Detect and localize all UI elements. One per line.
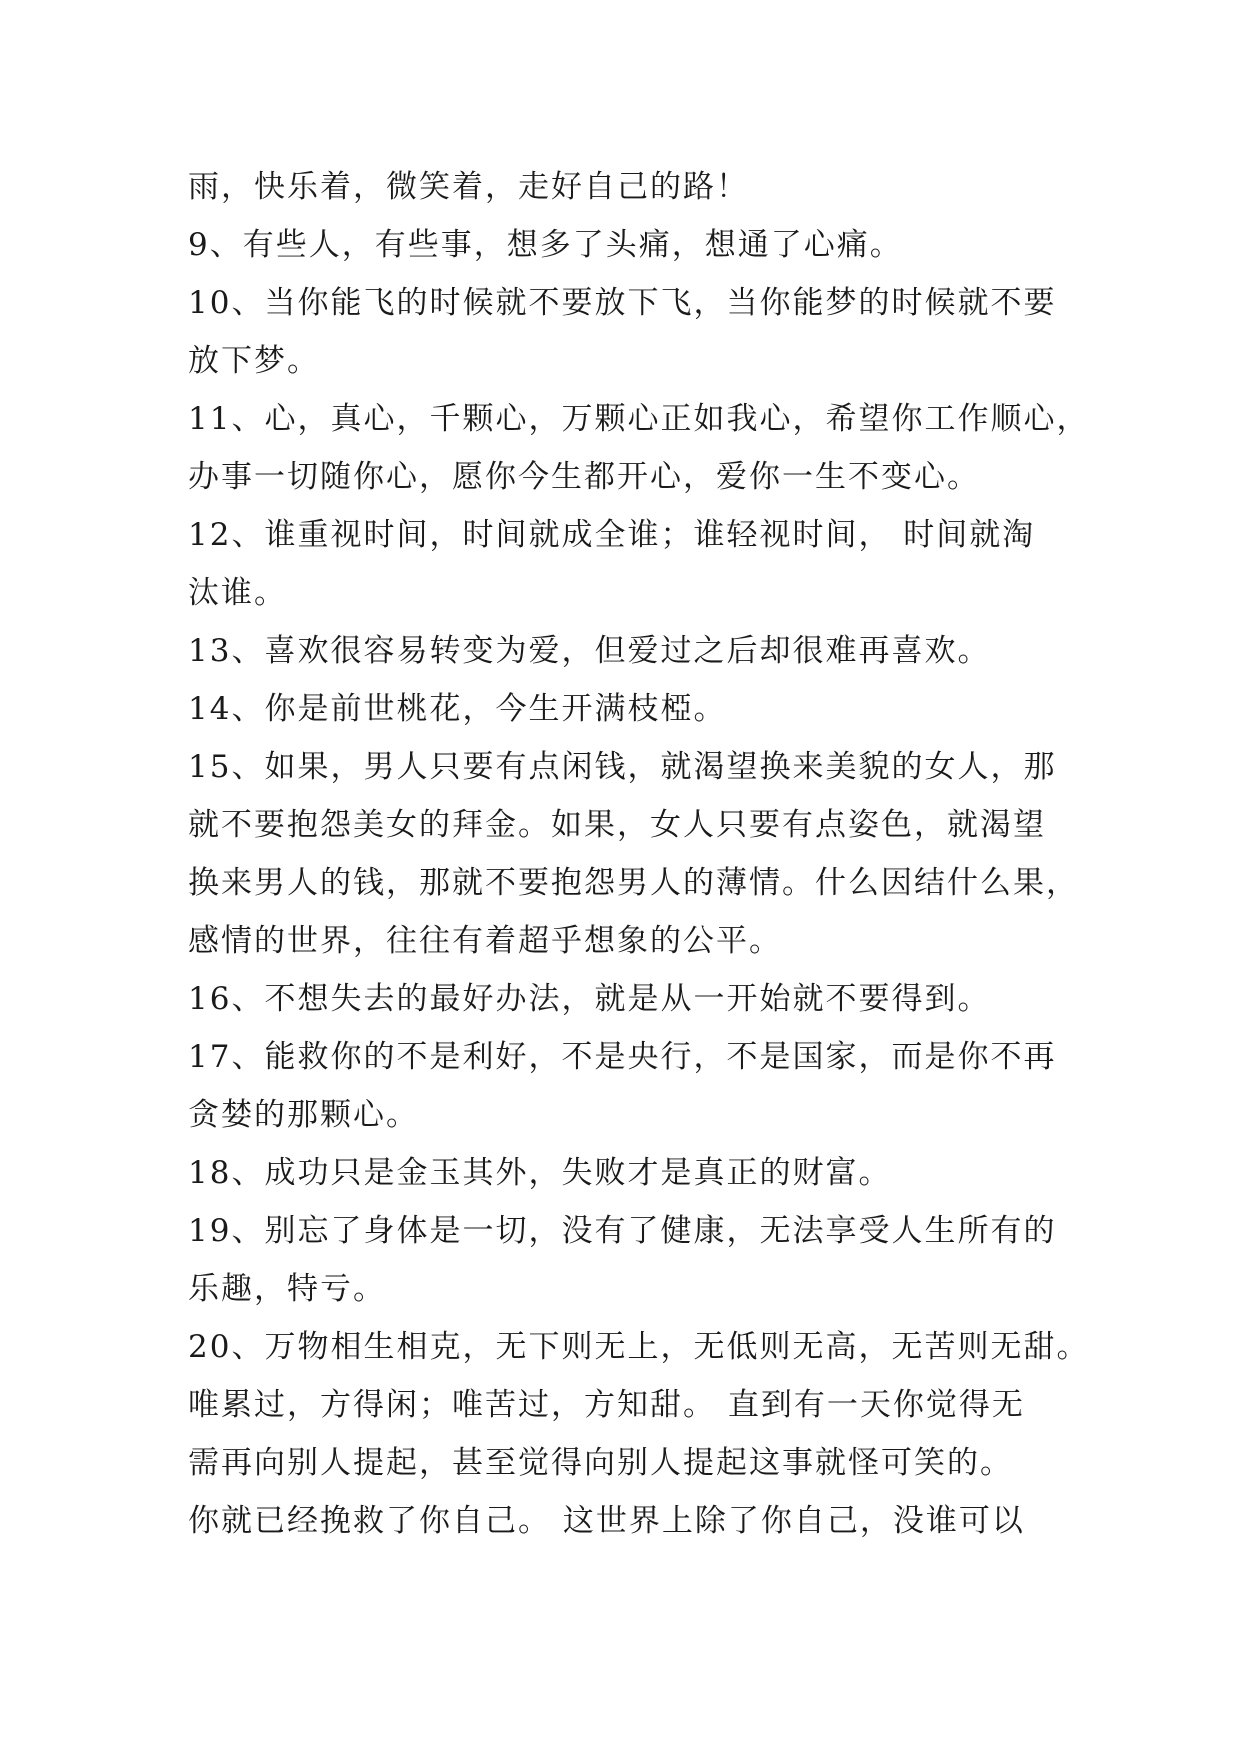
text-line: 14、你是前世桃花，今生开满枝椏。 (188, 691, 727, 727)
text-line: 9、有些人，有些事，想多了头痛，想通了心痛。 (188, 227, 903, 263)
text-line: 贪婪的那颗心。 (188, 1097, 419, 1133)
text-line: 10、当你能飞的时候就不要放下飞，当你能梦的时候就不要 (188, 285, 1057, 321)
text-line: 19、别忘了身体是一切，没有了健康，无法享受人生所有的 (188, 1213, 1057, 1249)
text-line: 20、万物相生相克，无下则无上，无低则无高，无苦则无甜。 (188, 1329, 1090, 1365)
text-line: 就不要抱怨美女的拜金。如果，女人只要有点姿色，就渴望 (188, 807, 1046, 843)
text-line: 放下梦。 (188, 343, 320, 379)
text-line: 17、能救你的不是利好，不是央行，不是国家，而是你不再 (188, 1039, 1057, 1075)
text-line: 需再向别人提起，甚至觉得向别人提起这事就怪可笑的。 (188, 1445, 1013, 1481)
text-line: 雨，快乐着，微笑着，走好自己的路！ (188, 169, 749, 205)
text-line: 换来男人的钱，那就不要抱怨男人的薄情。什么因结什么果， (188, 865, 1079, 901)
text-line: 感情的世界，往往有着超乎想象的公平。 (188, 923, 782, 959)
text-line: 乐趣，特亏。 (188, 1271, 386, 1307)
text-line: 汰谁。 (188, 575, 287, 611)
text-line: 11、心，真心，千颗心，万颗心正如我心，希望你工作顺心， (188, 401, 1090, 437)
text-line: 你就已经挽救了你自己。 这世界上除了你自己，没谁可以 (188, 1503, 1025, 1539)
text-line: 12、谁重视时间，时间就成全谁；谁轻视时间， 时间就淘 (188, 517, 1036, 553)
text-line: 18、成功只是金玉其外，失败才是真正的财富。 (188, 1155, 892, 1191)
text-line: 15、如果，男人只要有点闲钱，就渴望换来美貌的女人，那 (188, 749, 1057, 785)
text-line: 办事一切随你心，愿你今生都开心，爱你一生不变心。 (188, 459, 980, 495)
text-line: 唯累过，方得闲；唯苦过，方知甜。 直到有一天你觉得无 (188, 1387, 1025, 1423)
body-text (188, 158, 1090, 1550)
text-line: 16、不想失去的最好办法，就是从一开始就不要得到。 (188, 981, 991, 1017)
text-line: 13、喜欢很容易转变为爱，但爱过之后却很难再喜欢。 (188, 633, 991, 669)
